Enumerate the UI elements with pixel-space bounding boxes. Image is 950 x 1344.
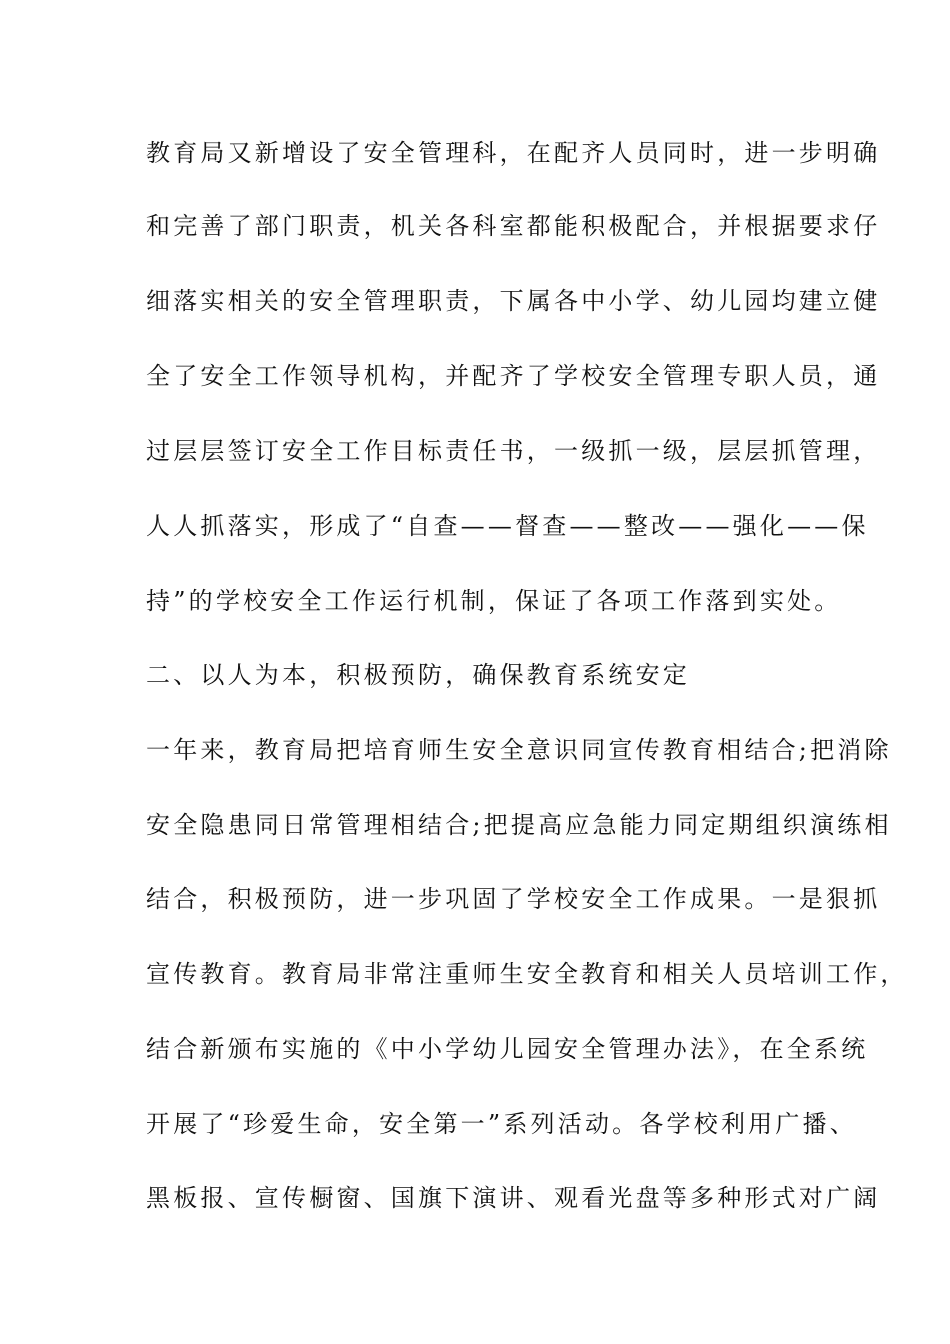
body-text-line: 持”的学校安全工作运行机制，保证了各项工作落到实处。 [146,587,842,615]
body-text-line: 宣传教育。教育局非常注重师生安全教育和相关人员培训工作， [146,960,908,988]
body-text-line: 和完善了部门职责，机关各科室都能积极配合，并根据要求仔 [146,212,881,240]
section-heading: 二、以人为本，积极预防，确保教育系统安定 [146,661,690,689]
body-text-line: 过层层签订安全工作目标责任书，一级抓一级，层层抓管理， [146,437,881,465]
body-text-line: 黑板报、宣传橱窗、国旗下演讲、观看光盘等多种形式对广阔 [146,1184,881,1212]
body-text-line: 人人抓落实，形成了“自查——督查——整改——强化——保 [146,512,869,540]
body-text-line: 结合新颁布实施的《中小学幼儿园安全管理办法》，在全系统 [146,1035,869,1063]
body-text-line: 开展了“珍爱生命，安全第一”系列活动。各学校利用广播、 [146,1110,857,1138]
body-text-line: 安全隐患同日常管理相结合;把提高应急能力同定期组织演练相 [146,811,892,839]
body-text-line: 细落实相关的安全管理职责，下属各中小学、幼儿园均建立健 [146,287,881,315]
body-text-line: 结合，积极预防，进一步巩固了学校安全工作成果。一是狠抓 [146,885,881,913]
body-text-line: 教育局又新增设了安全管理科，在配齐人员同时，进一步明确 [146,139,881,167]
body-text-line: 全了安全工作领导机构，并配齐了学校安全管理专职人员，通 [146,362,881,390]
body-text-line: 一年来，教育局把培育师生安全意识同宣传教育相结合;把消除 [146,736,892,764]
